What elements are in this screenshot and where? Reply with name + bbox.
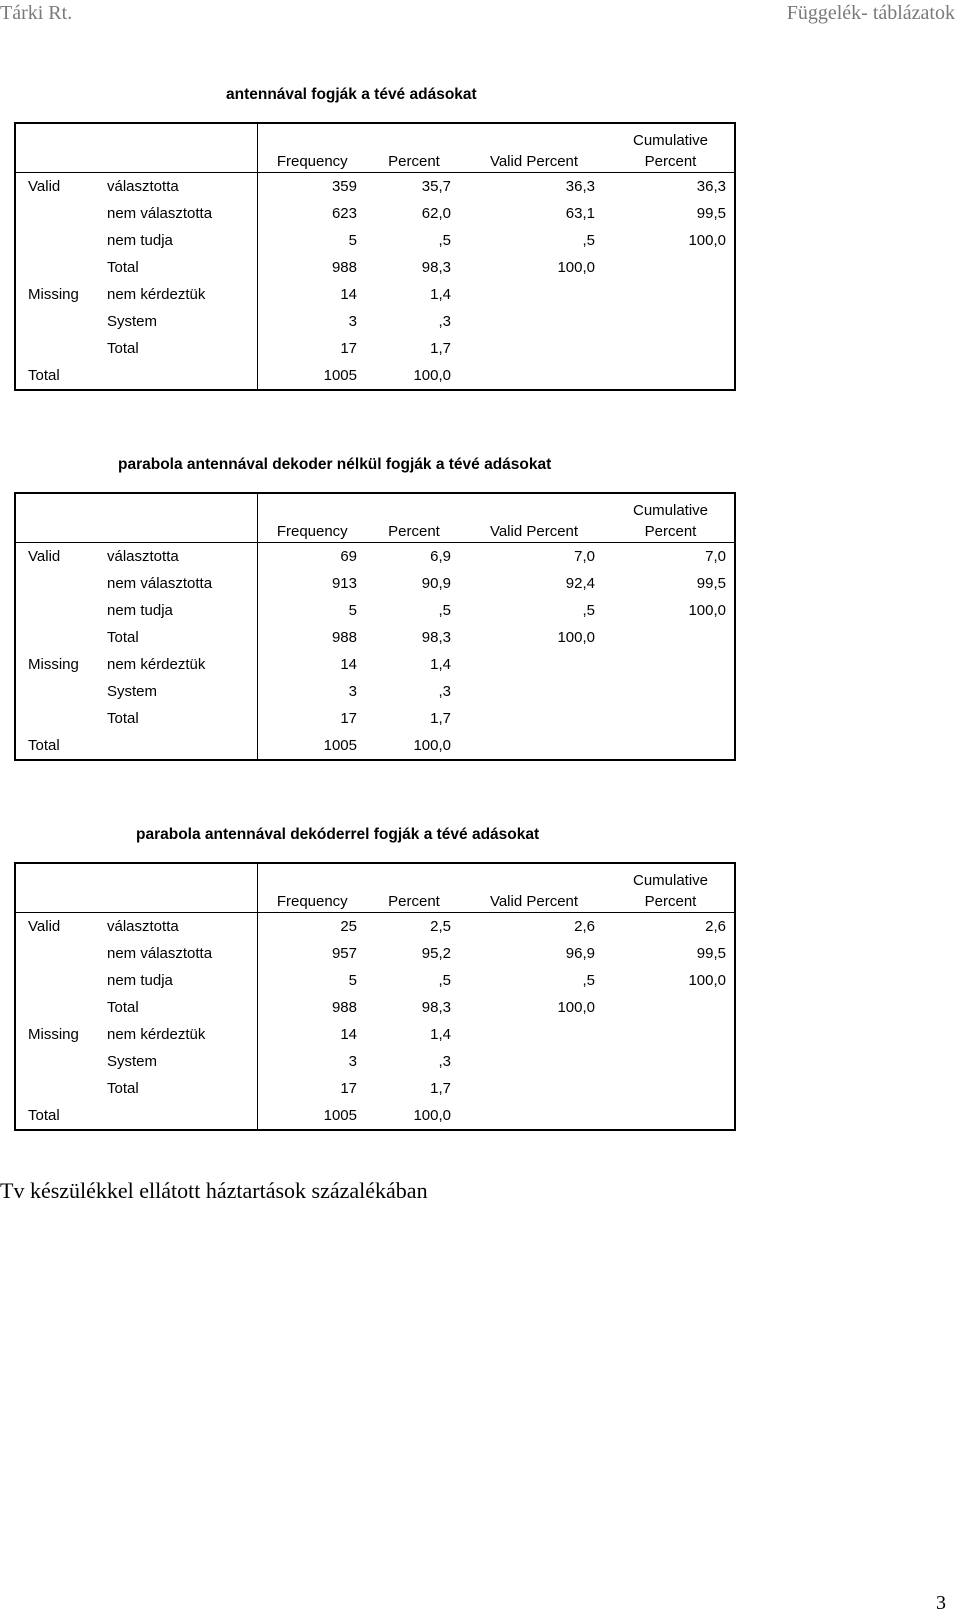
row-group: [15, 967, 105, 994]
valid-percent-cell: ,5: [582, 231, 595, 249]
table-row: [15, 705, 735, 732]
percent-cell: 98,3: [421, 628, 451, 646]
cumulative-percent-cell: [607, 1048, 735, 1075]
header-frequency: Frequency: [257, 493, 367, 543]
percent-cell: 1,7: [430, 339, 451, 357]
valid-percent-cell: [461, 335, 607, 362]
row-label: Total: [105, 994, 257, 1021]
row-label: Total: [105, 705, 257, 732]
frequency-cell: 3: [348, 312, 357, 330]
row-label: választotta: [105, 913, 257, 941]
cumulative-percent-cell: [607, 254, 735, 281]
valid-percent-cell: [461, 678, 607, 705]
header-percent: Percent: [367, 863, 461, 913]
row-group: [15, 335, 105, 362]
table-row: [15, 254, 735, 281]
frequency-cell: 1005: [323, 366, 357, 384]
row-label: nem választotta: [105, 200, 257, 227]
percent-cell: ,3: [438, 1052, 451, 1070]
valid-percent-cell: 96,9: [565, 944, 595, 962]
row-label: nem tudja: [105, 597, 257, 624]
header-cumulative-percent: Cumulative Percent: [607, 123, 735, 173]
row-label: nem kérdeztük: [105, 651, 257, 678]
cumulative-percent-cell: 99,5: [607, 570, 735, 597]
table-row: [15, 994, 735, 1021]
percent-cell: 35,7: [421, 177, 451, 195]
header-row: [15, 863, 735, 913]
header-percent: Percent: [367, 123, 461, 173]
frequency-table: [14, 122, 736, 391]
frequency-cell: 623: [331, 204, 357, 222]
percent-cell: 100,0: [413, 366, 451, 384]
cumulative-percent-cell: 100,0: [607, 597, 735, 624]
valid-percent-cell: [461, 1075, 607, 1102]
table-row: [15, 732, 735, 760]
row-group: Valid: [28, 547, 61, 565]
valid-percent-cell: [461, 651, 607, 678]
valid-percent-cell: ,5: [582, 971, 595, 989]
percent-cell: ,3: [438, 312, 451, 330]
header-left-title: Tárki Rt.: [0, 2, 73, 24]
header-right-title: Függelék- táblázatok: [786, 2, 955, 24]
percent-cell: 1,7: [430, 709, 451, 727]
row-label: System: [105, 1048, 257, 1075]
table-row: [15, 173, 735, 201]
percent-cell: ,3: [438, 682, 451, 700]
valid-percent-cell: [461, 308, 607, 335]
page-number: 3: [936, 1592, 946, 1614]
row-label: [105, 362, 257, 390]
row-group: [15, 597, 105, 624]
frequency-cell: 14: [340, 1025, 357, 1043]
table-row: [15, 940, 735, 967]
cumulative-percent-cell: [607, 1075, 735, 1102]
frequency-cell: 69: [340, 547, 357, 565]
row-group: Total: [28, 1106, 60, 1124]
header-cumulative-percent: Cumulative Percent: [607, 863, 735, 913]
cumulative-percent-cell: 2,6: [607, 913, 735, 941]
frequency-cell: 1005: [323, 736, 357, 754]
frequency-cell: 25: [340, 917, 357, 935]
table-row: [15, 281, 735, 308]
percent-cell: 90,9: [421, 574, 451, 592]
row-group: [15, 994, 105, 1021]
frequency-table: [14, 862, 736, 1131]
frequency-cell: 3: [348, 682, 357, 700]
row-group: [15, 940, 105, 967]
valid-percent-cell: [461, 1021, 607, 1048]
header-frequency: Frequency: [257, 123, 367, 173]
percent-cell: 1,7: [430, 1079, 451, 1097]
valid-percent-cell: 63,1: [565, 204, 595, 222]
cumulative-percent-cell: 100,0: [607, 227, 735, 254]
header-row: [15, 123, 735, 173]
cumulative-percent-cell: [607, 994, 735, 1021]
row-group: [15, 1075, 105, 1102]
table-row: [15, 362, 735, 390]
row-group: Valid: [28, 917, 61, 935]
frequency-cell: 5: [348, 971, 357, 989]
table-row: [15, 913, 735, 941]
frequency-cell: 988: [331, 628, 357, 646]
row-group: [15, 1048, 105, 1075]
header-valid-percent: Valid Percent: [461, 863, 607, 913]
row-group: [15, 254, 105, 281]
cumulative-percent-cell: [607, 362, 735, 390]
percent-cell: 1,4: [430, 285, 451, 303]
header-valid-percent: Valid Percent: [461, 493, 607, 543]
frequency-cell: 957: [331, 944, 357, 962]
header-blank: [15, 493, 257, 543]
percent-cell: ,5: [438, 601, 451, 619]
header-cumulative-percent: Cumulative Percent: [607, 493, 735, 543]
percent-cell: 2,5: [430, 917, 451, 935]
percent-cell: 62,0: [421, 204, 451, 222]
row-group: Missing: [28, 285, 79, 303]
caption: Tv készülékkel ellátott háztartások százalékában: [0, 1178, 428, 1203]
valid-percent-cell: [461, 362, 607, 390]
cumulative-percent-cell: 100,0: [607, 967, 735, 994]
cumulative-percent-cell: [607, 651, 735, 678]
table-row: [15, 570, 735, 597]
row-label: választotta: [105, 173, 257, 201]
frequency-cell: 5: [348, 601, 357, 619]
frequency-table: [14, 492, 736, 761]
row-group: Total: [28, 736, 60, 754]
table-title: parabola antennával dekoder nélkül fogják a tévé adásokat: [118, 456, 552, 473]
valid-percent-cell: [461, 705, 607, 732]
valid-percent-cell: 7,0: [574, 547, 595, 565]
frequency-cell: 359: [331, 177, 357, 195]
row-label: Total: [105, 254, 257, 281]
valid-percent-cell: 36,3: [565, 177, 595, 195]
valid-percent-cell: 100,0: [557, 258, 595, 276]
valid-percent-cell: [461, 1102, 607, 1130]
row-label: System: [105, 308, 257, 335]
percent-cell: 1,4: [430, 1025, 451, 1043]
cumulative-percent-cell: [607, 281, 735, 308]
table-row: [15, 543, 735, 571]
row-label: Total: [105, 624, 257, 651]
table-row: [15, 967, 735, 994]
header-blank: [15, 863, 257, 913]
header-frequency: Frequency: [257, 863, 367, 913]
row-group: Valid: [28, 177, 61, 195]
row-label: [105, 1102, 257, 1130]
valid-percent-cell: 100,0: [557, 628, 595, 646]
header-row: [15, 493, 735, 543]
row-label: Total: [105, 1075, 257, 1102]
percent-cell: ,5: [438, 231, 451, 249]
percent-cell: 6,9: [430, 547, 451, 565]
row-label: nem tudja: [105, 967, 257, 994]
frequency-cell: 5: [348, 231, 357, 249]
row-group: Total: [28, 366, 60, 384]
table-row: [15, 1102, 735, 1130]
percent-cell: 98,3: [421, 998, 451, 1016]
row-group: [15, 308, 105, 335]
table-row: [15, 1021, 735, 1048]
table-row: [15, 624, 735, 651]
table-title: parabola antennával dekóderrel fogják a tévé adásokat: [136, 826, 540, 843]
frequency-cell: 17: [340, 339, 357, 357]
percent-cell: 1,4: [430, 655, 451, 673]
table-row: [15, 335, 735, 362]
valid-percent-cell: [461, 732, 607, 760]
row-label: nem kérdeztük: [105, 281, 257, 308]
row-label: System: [105, 678, 257, 705]
row-group: Missing: [28, 655, 79, 673]
cumulative-percent-cell: [607, 1102, 735, 1130]
percent-cell: 100,0: [413, 1106, 451, 1124]
frequency-cell: 14: [340, 285, 357, 303]
percent-cell: 95,2: [421, 944, 451, 962]
frequency-cell: 913: [331, 574, 357, 592]
row-label: Total: [105, 335, 257, 362]
frequency-cell: 17: [340, 1079, 357, 1097]
header-blank: [15, 123, 257, 173]
cumulative-percent-cell: [607, 732, 735, 760]
cumulative-percent-cell: [607, 705, 735, 732]
table-row: [15, 1048, 735, 1075]
frequency-cell: 14: [340, 655, 357, 673]
cumulative-percent-cell: 7,0: [607, 543, 735, 571]
table-row: [15, 597, 735, 624]
valid-percent-cell: ,5: [582, 601, 595, 619]
row-label: nem tudja: [105, 227, 257, 254]
table-row: [15, 200, 735, 227]
table-row: [15, 1075, 735, 1102]
valid-percent-cell: 2,6: [574, 917, 595, 935]
row-label: [105, 732, 257, 760]
percent-cell: 100,0: [413, 736, 451, 754]
cumulative-percent-cell: [607, 624, 735, 651]
row-group: [15, 200, 105, 227]
percent-cell: ,5: [438, 971, 451, 989]
row-group: [15, 570, 105, 597]
table-row: [15, 651, 735, 678]
cumulative-percent-cell: [607, 335, 735, 362]
row-group: [15, 678, 105, 705]
table-row: [15, 678, 735, 705]
frequency-cell: 988: [331, 998, 357, 1016]
valid-percent-cell: 92,4: [565, 574, 595, 592]
row-group: [15, 227, 105, 254]
table-row: [15, 227, 735, 254]
cumulative-percent-cell: 36,3: [607, 173, 735, 201]
frequency-cell: 1005: [323, 1106, 357, 1124]
frequency-cell: 17: [340, 709, 357, 727]
cumulative-percent-cell: [607, 678, 735, 705]
row-label: választotta: [105, 543, 257, 571]
row-label: nem választotta: [105, 570, 257, 597]
header-percent: Percent: [367, 493, 461, 543]
row-group: [15, 624, 105, 651]
row-label: nem kérdeztük: [105, 1021, 257, 1048]
header-valid-percent: Valid Percent: [461, 123, 607, 173]
valid-percent-cell: [461, 1048, 607, 1075]
cumulative-percent-cell: 99,5: [607, 940, 735, 967]
row-group: Missing: [28, 1025, 79, 1043]
valid-percent-cell: [461, 281, 607, 308]
cumulative-percent-cell: [607, 1021, 735, 1048]
frequency-cell: 988: [331, 258, 357, 276]
cumulative-percent-cell: 99,5: [607, 200, 735, 227]
percent-cell: 98,3: [421, 258, 451, 276]
row-label: nem választotta: [105, 940, 257, 967]
row-group: [15, 705, 105, 732]
valid-percent-cell: 100,0: [557, 998, 595, 1016]
table-title: antennával fogják a tévé adásokat: [226, 86, 477, 103]
table-row: [15, 308, 735, 335]
cumulative-percent-cell: [607, 308, 735, 335]
frequency-cell: 3: [348, 1052, 357, 1070]
